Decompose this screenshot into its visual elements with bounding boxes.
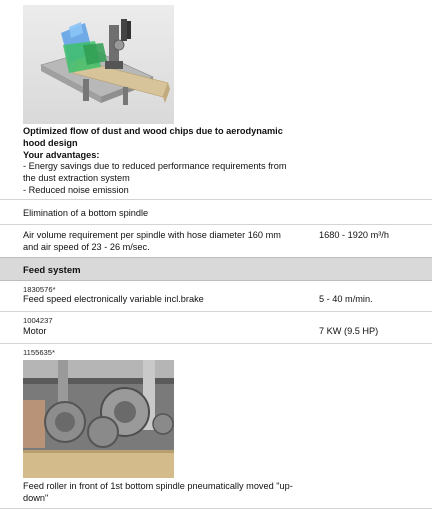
item-value: 5 - 40 m/min.: [319, 294, 373, 304]
item-code: 1830576*: [23, 285, 56, 294]
item-code: 1155635*: [23, 348, 55, 357]
feed-roller-line1: Feed roller in front of 1st bottom spindle pneumatically moved "up-: [23, 481, 293, 491]
item-code: 1004237: [23, 316, 53, 325]
hood-heading-line1: Optimized flow of dust and wood chips due to aerodynamic: [23, 126, 283, 136]
feed-system-header: [0, 257, 432, 281]
advantage-item: - Reduced noise emission: [23, 184, 129, 195]
divider: [0, 199, 432, 200]
item-description: Feed speed electronically variable incl.brake: [23, 294, 204, 304]
feed-roller-image: [23, 360, 174, 478]
item-value: 7 KW (9.5 HP): [319, 326, 379, 336]
bottom-spindle-text: Elimination of a bottom spindle: [23, 208, 149, 218]
hood-design-image: [23, 5, 174, 124]
air-volume-text: [23, 230, 281, 254]
divider: [0, 508, 432, 509]
air-volume-line2: and air speed of 23 - 26 m/sec.: [23, 241, 150, 252]
hood-illustration: [23, 5, 174, 124]
item-description: Motor: [23, 326, 47, 336]
feed-roller-line2: down": [23, 492, 49, 503]
advantages-list: [23, 161, 287, 196]
advantages-label: Your advantages:: [23, 149, 100, 160]
advantage-item-cont: the dust extraction system: [23, 172, 130, 183]
hood-heading-line2: hood design: [23, 137, 78, 148]
air-volume-line1: Air volume requirement per spindle with hose diameter 160 mm: [23, 230, 281, 240]
advantage-item: - Energy savings due to reduced performance requirements from: [23, 161, 287, 171]
divider: [0, 311, 432, 312]
divider: [0, 343, 432, 344]
divider: [0, 224, 432, 225]
hood-heading: [23, 126, 283, 161]
section-title: Feed system: [23, 265, 81, 276]
air-volume-value: 1680 - 1920 m³/h: [319, 230, 389, 240]
feed-roller-text: [23, 481, 293, 505]
feed-roller-illustration: [23, 360, 174, 478]
